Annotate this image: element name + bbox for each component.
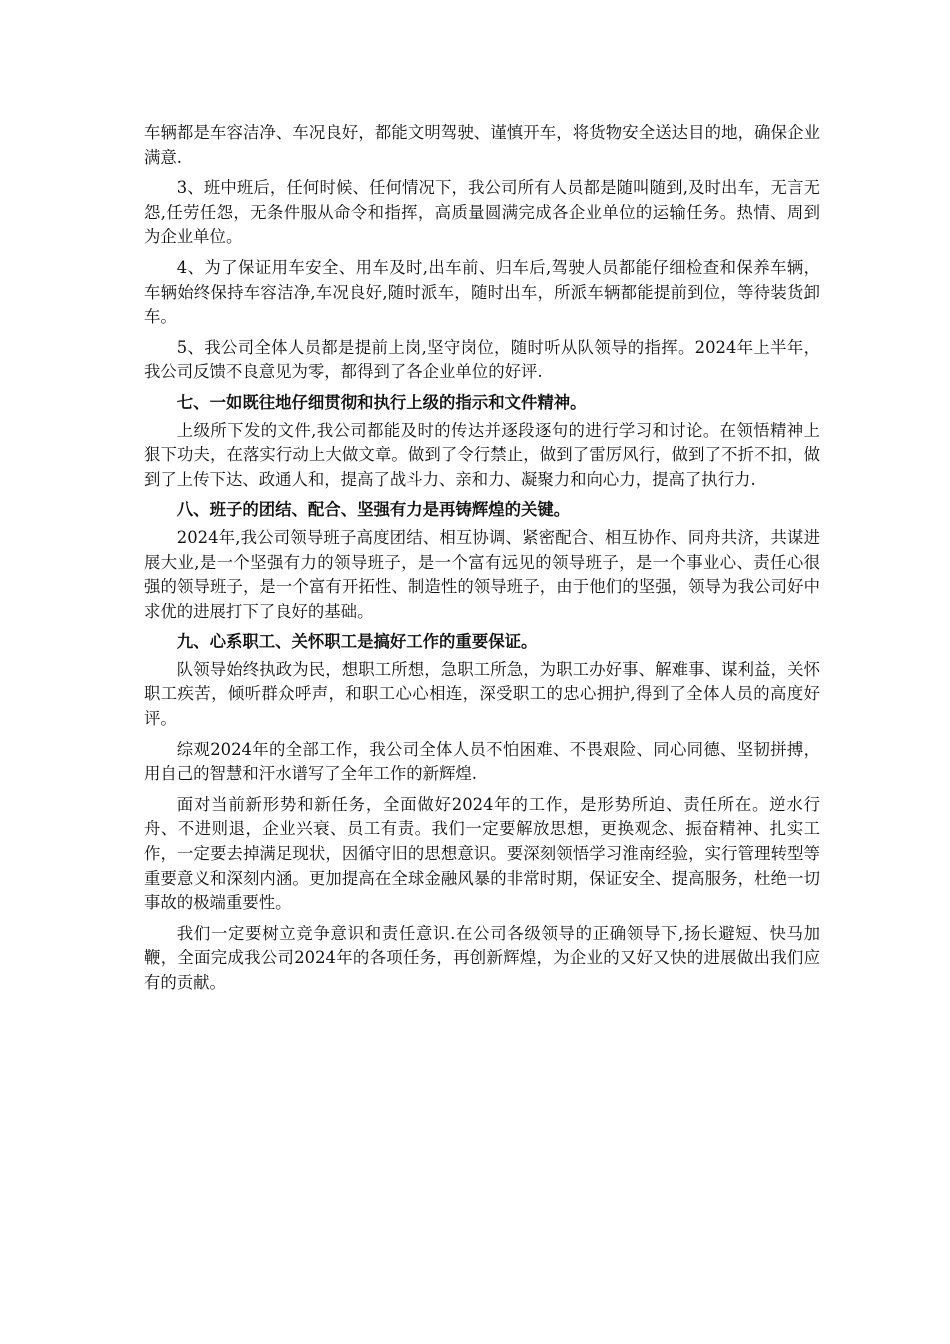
paragraph-section-7: 上级所下发的文件,我公司都能及时的传达并逐段逐句的进行学习和讨论。在领悟精神上狠下功夫，在落实行动上大做文章。做到了令行禁止，做到了雷厉风行，做到了不折不扣，做到了上传下达、政通人和，提高了战斗力、亲和力、凝聚力和向心力，提高了执行力.: [144, 420, 820, 489]
paragraph-item-4: 4、为了保证用车安全、用车及时,出车前、归车后,驾驶人员都能仔细检查和保养车辆，车辆始终保持车容洁净,车况良好,随时派车，随时出车，所派车辆都能提前到位，等待装货卸车。: [144, 257, 820, 327]
paragraph-continuation: 车辆都是车容洁净、车况良好，都能文明驾驶、谨慎开车，将货物安全送达目的地，确保企业满意.: [144, 123, 820, 167]
paragraph-item-3: 3、班中班后，任何时候、任何情况下，我公司所有人员都是随叫随到,及时出车，无言无怨,任劳任怨，无条件服从命令和指挥，高质量圆满完成各企业单位的运输任务。热情、周到为企业单位。: [144, 178, 820, 247]
section-heading-8: 八、班子的团结、配合、坚强有力是再铸辉煌的关键。: [176, 500, 571, 520]
paragraph-closing: 我们一定要树立竞争意识和责任意识.在公司各级领导的正确领导下,扬长避短、快马加鞭，全面完成我公司2024年的各项任务，再创新辉煌，为企业的又好又快的进展做出我们应有的贡献。: [144, 923, 820, 992]
paragraph-section-8: 2024年,我公司领导班子高度团结、相互协调、紧密配合、相互协作、同舟共济，共谋进展大业,是一个坚强有力的领导班子，是一个富有远见的领导班子，是一个事业心、责任心很强的领导班子，是一个富有开拓性、制造性的领导班子，由于他们的坚强，领导为我公司好中求优的进展打下了良好的基础。: [144, 527, 820, 621]
section-heading-9: 九、心系职工、关怀职工是搞好工作的重要保证。: [176, 632, 538, 652]
paragraph-summary: 综观2024年的全部工作，我公司全体人员不怕困难、不畏艰险、同心同德、坚韧拼搏，用自己的智慧和汗水谱写了全年工作的新辉煌.: [144, 739, 820, 784]
paragraph-section-9: 队领导始终执政为民，想职工所想，急职工所急，为职工办好事、解难事、谋利益，关怀职工疾苦，倾听群众呼声，和职工心心相连，深受职工的忠心拥护,得到了全体人员的高度好评。: [144, 659, 820, 729]
paragraph-item-5: 5、我公司全体人员都是提前上岗,坚守岗位，随时听从队领导的指挥。2024年上半年，我公司反馈不良意见为零，都得到了各企业单位的好评.: [144, 337, 820, 382]
section-heading-7: 七、一如既往地仔细贯彻和执行上级的指示和文件精神。: [176, 392, 587, 412]
document-page: [144, 121, 820, 1002]
paragraph-outlook: 面对当前新形势和新任务，全面做好2024年的工作，是形势所迫、责任所在。逆水行舟、不进则退，企业兴衰、员工有责。我们一定要解放思想，更换观念、振奋精神、扎实工作，一定要去掉满足现状，因循守旧的思想意识。要深刻领悟学习淮南经验，实行管理转型等重要意义和深刻内涵。更加提高在全球金融风暴的非常时期，保证安全、提高服务，杜绝一切事故的极端重要性。: [144, 794, 820, 913]
